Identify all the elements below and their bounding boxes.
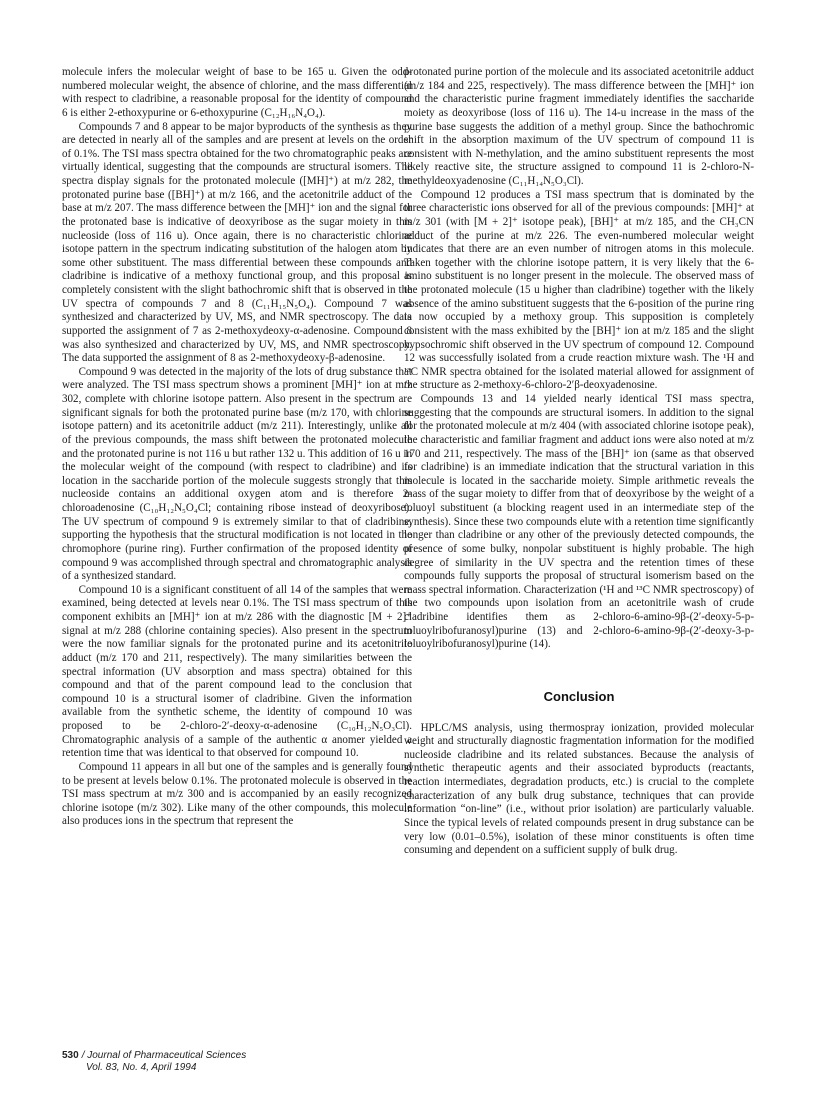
right-column <box>404 66 754 858</box>
paragraph: Compounds 13 and 14 yielded nearly identical TSI mass spectra, suggesting that the compounds are structural isomers. In addition to the signal for the protonated molecule at m/z 404 (with associated chlorine isotope peak), the characteristic and familiar fragment and adduct ions were also noted at m/z 170 and 211, respectively. The mass of the [BH]⁺ ion (same as that observed for cladribine) is an immediate indication that the structural variation in this molecule is located in the saccharide moiety. Simple arithmetic reveals the mass of the sugar moiety to differ from that of deoxyribose by the weight of a toluoyl substituent (a blocking reagent used in an intermediate step of the synthesis). Since these two compounds elute with a retention time significantly longer than cladribine or any other of the previously detected compounds, the presence of some bulky, nonpolar substituent is highly probable. The high degree of similarity in the UV spectra and the retention times of these compounds fully supports the proposal of structural isomerism based on the mass spectral information. Characterization (¹H and ¹³C NMR spectroscopy) of the two compounds upon isolation from an acetonitrile wash of crude cladribine identifies them as 2-chloro-6-amino-9β-(2′-deoxy-5-p-toluoylribofuranosyl)purine (13) and 2-chloro-6-amino-9β-(2′-deoxy-3-p-toluoylribofuranosyl)purine (14). <box>404 393 754 651</box>
paragraph: Compounds 7 and 8 appear to be major byproducts of the synthesis as they are detected in nearly all of the samples and are present at levels on the order of 0.1%. The TSI mass spectra obtained for the two chromatographic peaks are virtually identical, suggesting that the compounds are structural isomers. The spectra display signals for the protonated molecule ([MH]⁺) at m/z 282, the protonated purine base ([BH]⁺) at m/z 166, and the acetonitrile adduct of the base at m/z 207. The mass difference between the [MH]⁺ ion and the signal for the protonated base is indicative of deoxyribose as the sugar moiety in this nucleoside (loss of 116 u). Once again, there is no characteristic chlorine isotope pattern in the spectrum indicating substitution of the halogen atom by some other substituent. The mass differential between these compounds and cladribine is indicative of a methoxy functional group, and this proposal is completely consistent with the slight bathochromic shift that is observed in the UV spectra of compounds 7 and 8 (C₁₁H₁₅N₅O₄). Compound 7 was synthesized and characterized by UV, MS, and NMR spectroscopy. The data supported the assignment of 7 as 2-methoxydeoxy-α-adenosine. Compound 8 was also synthesized and characterized by UV, MS, and NMR spectroscopy. The data supported the assignment of 8 as 2-methoxydeoxy-β-adenosine. <box>62 120 412 365</box>
page-footer <box>62 1050 246 1074</box>
conclusion-paragraph: HPLC/MS analysis, using thermospray ionization, provided molecular weight and structurally diagnostic fragmentation information for the modified nucleoside cladribine and its related substances. Because the analysis of synthetic therapeutic agents and their associated byproducts (reactants, reaction intermediates, degradation products, etc.) is crucial to the complete characterization of any bulk drug substance, techniques that can provide information “on-line” (i.e., without prior isolation) are particularly valuable. Since the typical levels of related compounds present in drug substance can be very low (0.01–0.5%), isolation of these minor constituents is often time consuming and dependent on a sufficient supply of bulk drug. <box>404 721 754 857</box>
page-number: 530 <box>62 1050 79 1061</box>
paragraph: Compound 9 was detected in the majority of the lots of drug substance that were analyzed. The TSI mass spectrum shows a prominent [MH]⁺ ion at m/z 302, complete with chlorine isotope pattern. Also present in the spectrum are significant signals for both the protonated purine base (m/z 170, with chlorine isotope pattern) and its acetonitrile adduct (m/z 211). Interestingly, unlike all of the previous compounds, the mass shift between the protonated molecule and the protonated purine is not 116 u but rather 132 u. This addition of 16 u in the molecular weight of the compound (with respect to cladribine) and its location in the saccharide portion of the molecule suggests strongly that this nucleoside contains an additional oxygen atom and is therefore 2-chloroadenosine (C₁₀H₁₂N₅O₄Cl; containing ribose instead of deoxyribose). The UV spectrum of compound 9 is extremely similar to that of cladribine, supporting the hypothesis that the structural modification is not located in the chromophore (purine ring). Further confirmation of the proposed identity of compound 9 was accomplished through spectral and chromatographic analysis of a synthesized standard. <box>62 365 412 583</box>
journal-name: / Journal of Pharmaceutical Sciences <box>81 1050 247 1061</box>
paragraph: protonated purine portion of the molecule and its associated acetonitrile adduct (m/z 184 and 225, respectively). The mass difference between the [MH]⁺ ion and the characteristic purine fragment immediately identifies the saccharide moiety as deoxyribose (loss of 116 u). The 14-u increase in the mass of the purine base suggests the addition of a methyl group. Since the bathochromic shift in the absorption maximum of the UV spectrum of compound 11 is consistent with N-methylation, and the amino substituent represents the most likely reactive site, the structure assigned to compound 11 is 2-chloro-N-methyldeoxyadenosine (C₁₁H₁₄N₅O₃Cl). <box>404 66 754 187</box>
section-heading: Conclusion <box>543 688 615 704</box>
paragraph: Compound 12 produces a TSI mass spectrum that is dominated by the three characteristic ions observed for all of the previous compounds: [MH]⁺ at m/z 301 (with [M + 2]⁺ isotope peak), [BH]⁺ at m/z 185, and the CH₃CN adduct of the purine at m/z 226. The even-numbered molecular weight indicates that there are an even number of nitrogen atoms in this molecule. Taken together with the chlorine isotope pattern, it is very likely that the 6-amino substituent is no longer present in the molecule. The observed mass of the protonated molecule (15 u higher than cladribine) together with the likely absence of the amino substituent suggests that the 6-position of the purine ring is now occupied by a methoxy group. This supposition is completely consistent with the mass exhibited by the [BH]⁺ ion at m/z 185 and the slight hypsochromic shift observed in the UV spectrum of compound 12. Compound 12 was successfully isolated from a crude reaction mixture wash. The ¹H and ¹³C NMR spectra obtained for the isolated material allowed for assignment of the structure as 2-methoxy-6-chloro-2′β-deoxyadenosine. <box>404 188 754 392</box>
paragraph: molecule infers the molecular weight of base to be 165 u. Given the odd-numbered molecular weight, the absence of chlorine, and the mass differential with respect to cladribine, a reasonable proposal for the identity of compound 6 is either 2-ethoxypurine or 6-ethoxypurine (C₁₂H₁₆N₄O₄). <box>62 66 412 119</box>
paragraph: Compound 11 appears in all but one of the samples and is generally found to be present at levels below 0.1%. The protonated molecule is observed in the TSI mass spectrum at m/z 300 and is accompanied by an easily recognized chlorine isotope (m/z 302). Like many of the other compounds, this molecule also produces ions in the spectrum that represent the <box>62 760 412 828</box>
volume-info: Vol. 83, No. 4, April 1994 <box>86 1062 197 1073</box>
paragraph: Compound 10 is a significant constituent of all 14 of the samples that were examined, being detected at levels near 0.1%. The TSI mass spectrum of this component exhibits an [MH]⁺ ion at m/z 286 with the diagnostic [M + 2]⁺ signal at m/z 288 (chlorine containing species). Also present in the spectrum were the now familiar signals for the protonated purine and its acetonitrile adduct (m/z 170 and 211, respectively). The many similarities between the spectral information (UV absorption and mass spectra) obtained for this compound and that of the parent compound lead to the conclusion that compound 10 is a structural isomer of cladribine. Given the information available from the synthetic scheme, the identity of compound 10 was proposed to be 2-chloro-2′-deoxy-α-adenosine (C₁₀H₁₂N₅O₃Cl). Chromatographic analysis of a sample of the authentic α anomer yielded a retention time that was identical to that observed for compound 10. <box>62 583 412 760</box>
left-column <box>62 66 412 829</box>
